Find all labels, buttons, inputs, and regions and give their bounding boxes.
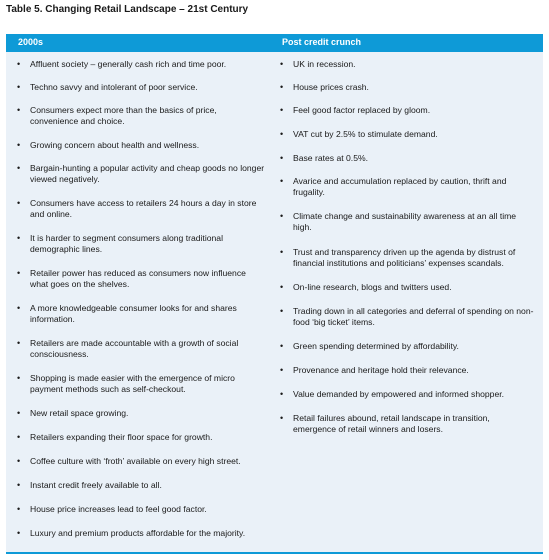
bullet-icon: • <box>280 413 284 423</box>
list-item: • A more knowledgeable consumer looks for and shares information. <box>17 303 237 324</box>
bullet-icon: • <box>17 198 21 208</box>
column-header-2000s: 2000s <box>18 37 44 47</box>
bullet-icon: • <box>280 365 284 375</box>
list-item: • Value demanded by empowered and informed shopper. <box>280 389 505 399</box>
list-item: • VAT cut by 2.5% to stimulate demand. <box>280 129 438 139</box>
list-item: • Trust and transparency driven up the agenda by distrust of financial institutions and politicians’ expenses scandals. <box>280 247 516 268</box>
bullet-icon: • <box>17 233 21 243</box>
bullet-icon: • <box>17 82 21 92</box>
bullet-icon: • <box>280 306 284 316</box>
bullet-icon: • <box>17 338 21 348</box>
column-header-post-credit-crunch: Post credit crunch <box>282 37 362 47</box>
list-item: • Feel good factor replaced by gloom. <box>280 105 431 115</box>
bullet-icon: • <box>280 176 284 186</box>
bullet-icon: • <box>280 389 284 399</box>
list-item: • Green spending determined by affordability. <box>280 341 459 351</box>
bullet-icon: • <box>17 480 21 490</box>
list-item: • Shopping is made easier with the emergence of micro payment methods such as self-checkout. <box>17 373 235 394</box>
list-item: • Climate change and sustainability awareness at an all time high. <box>280 211 517 232</box>
list-item: • Growing concern about health and wellness. <box>17 140 200 150</box>
bullet-icon: • <box>17 373 21 383</box>
bullet-icon: • <box>280 129 284 139</box>
list-item: • Avarice and accumulation replaced by caution, thrift and frugality. <box>280 176 507 197</box>
list-item: • Bargain-hunting a popular activity and cheap goods no longer viewed negatively. <box>17 163 265 184</box>
list-item: • Techno savvy and intolerant of poor service. <box>17 82 198 92</box>
list-item: • Trading down in all categories and deferral of spending on non-food ‘big ticket’ items. <box>280 306 534 327</box>
list-item: • House price increases lead to feel good factor. <box>17 504 207 514</box>
bullet-icon: • <box>17 105 21 115</box>
table-header <box>6 34 543 52</box>
bullet-icon: • <box>280 211 284 221</box>
bullet-icon: • <box>17 268 21 278</box>
bullet-icon: • <box>17 140 21 150</box>
list-item: • UK in recession. <box>280 59 356 69</box>
list-item: • It is harder to segment consumers along traditional demographic lines. <box>17 233 223 254</box>
list-item: • Provenance and heritage hold their relevance. <box>280 365 469 375</box>
bullet-icon: • <box>17 432 21 442</box>
bullet-icon: • <box>17 504 21 514</box>
bullet-icon: • <box>280 247 284 257</box>
bullet-icon: • <box>280 82 284 92</box>
bullet-icon: • <box>280 341 284 351</box>
list-item: • Retail failures abound, retail landscape in transition, emergence of retail winners and losers. <box>280 413 490 434</box>
list-item: • Luxury and premium products affordable for the majority. <box>17 528 246 538</box>
bullet-icon: • <box>280 282 284 292</box>
bullet-icon: • <box>17 456 21 466</box>
list-item: • New retail space growing. <box>17 408 129 418</box>
bullet-icon: • <box>280 59 284 69</box>
bullet-icon: • <box>17 163 21 173</box>
list-item: • Retailers expanding their floor space for growth. <box>17 432 213 442</box>
bullet-icon: • <box>280 153 284 163</box>
bullet-icon: • <box>280 105 284 115</box>
list-item: • Instant credit freely available to all. <box>17 480 162 490</box>
list-item: • Retailer power has reduced as consumers now influence what goes on the shelves. <box>17 268 246 289</box>
retail-landscape-table <box>6 34 543 554</box>
list-item: • Coffee culture with ‘froth’ available on every high street. <box>17 456 241 466</box>
bullet-icon: • <box>17 59 21 69</box>
list-item: • House prices crash. <box>280 82 369 92</box>
list-item: • Consumers have access to retailers 24 hours a day in store and online. <box>17 198 257 219</box>
list-item: • Base rates at 0.5%. <box>280 153 368 163</box>
list-item: • On-line research, blogs and twitters used. <box>280 282 452 292</box>
list-item: • Consumers expect more than the basics of price, convenience and choice. <box>17 105 217 126</box>
bullet-icon: • <box>17 408 21 418</box>
bullet-icon: • <box>17 303 21 313</box>
list-item: • Affluent society – generally cash rich and time poor. <box>17 59 227 69</box>
bullet-icon: • <box>17 528 21 538</box>
list-item: • Retailers are made accountable with a growth of social consciousness. <box>17 338 239 359</box>
table-title: Table 5. Changing Retail Landscape – 21st Century <box>6 4 249 15</box>
